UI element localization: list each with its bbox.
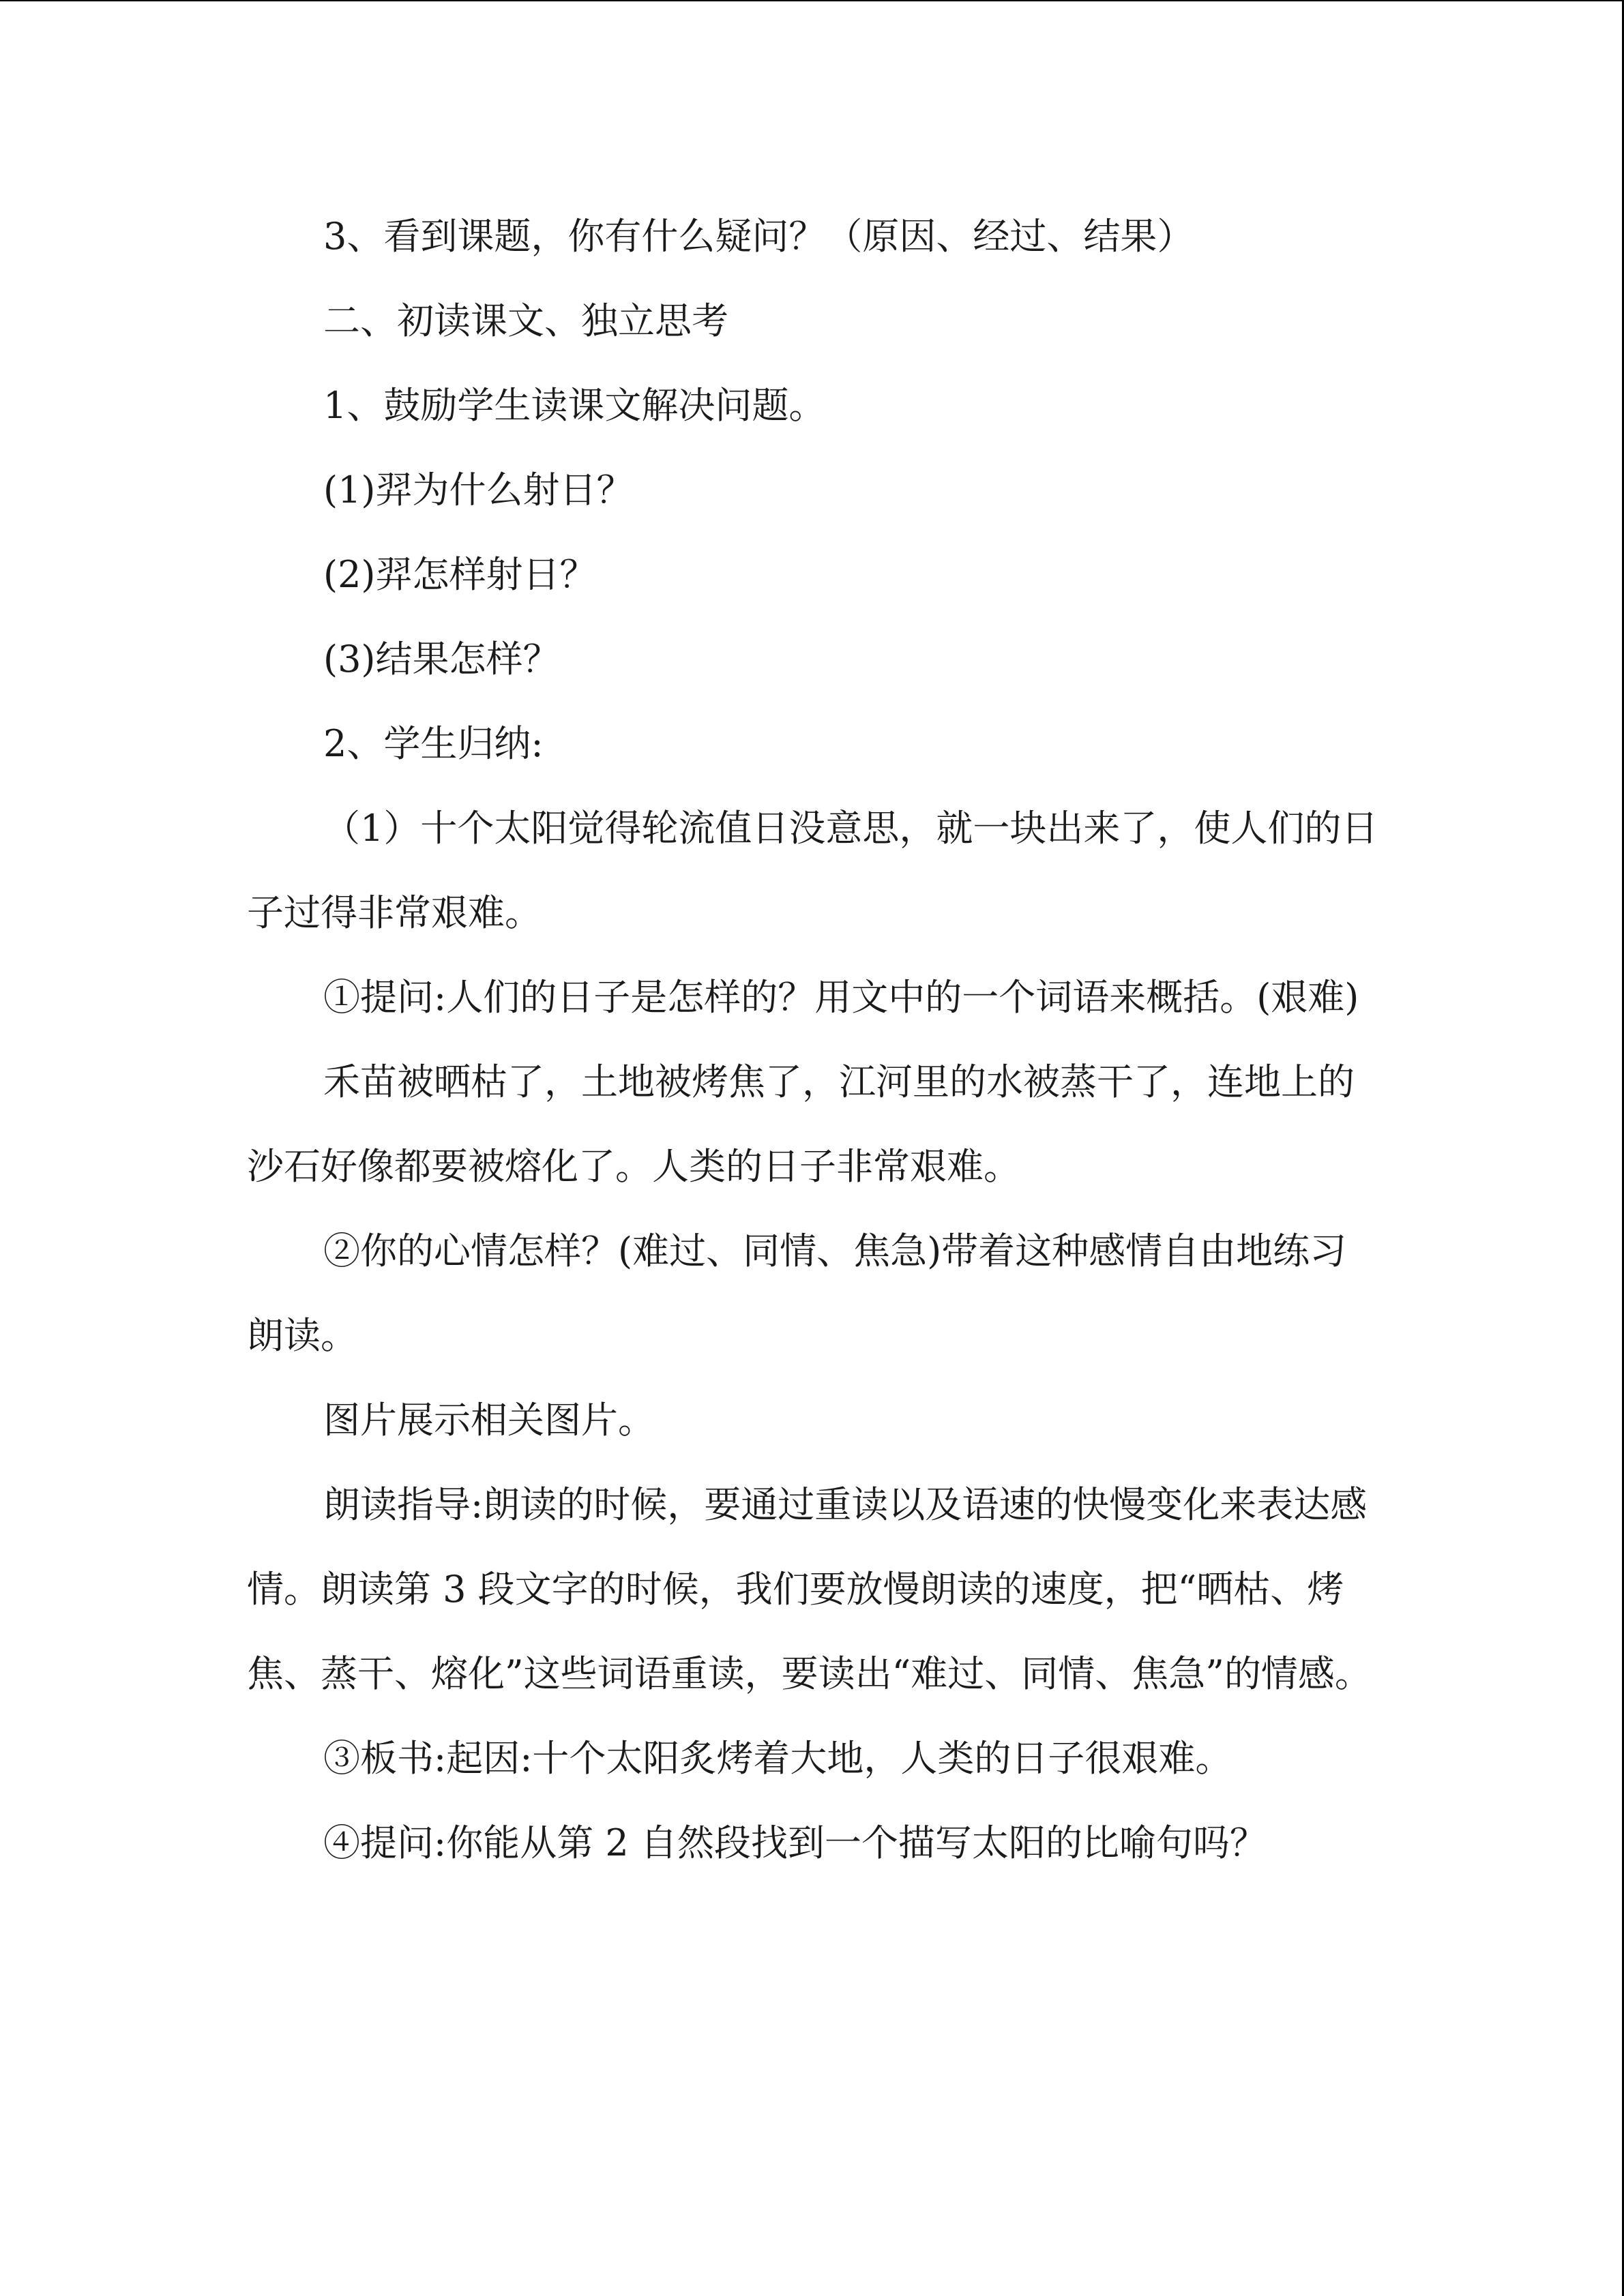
question-item-2: (2)羿怎样射日？ (323, 553, 597, 596)
question-item-1: (1)羿为什么射日？ (323, 468, 634, 511)
summary-point-1: （1）十个太阳觉得轮流值日没意思，就一块出来了，使人们的日子过得非常艰难。 (247, 807, 1378, 934)
paragraph-image-display: 图片展示相关图片。 (323, 1399, 655, 1442)
circled-point-1: ①提问:人们的日子是怎样的？用文中的一个词语来概括。(艰难) (323, 976, 1359, 1019)
paragraph-reading-guidance: 朗读指导:朗读的时候，要通过重读以及语速的快慢变化来表达感情。朗读第 3 段文字的时候，我们要放慢朗读的速度，把“晒枯、烤焦、蒸干、熔化”这些词语重读，要读出“难过、同情、焦急”的情感。 (247, 1483, 1372, 1695)
circled-point-4: ④提问:你能从第 2 自然段找到一个描写太阳的比喻句吗？ (323, 1821, 1267, 1864)
paragraph-question-intro: 3、看到课题，你有什么疑问？（原因、经过、结果） (323, 215, 1194, 258)
section-heading-first-reading: 二、初读课文、独立思考 (323, 299, 728, 342)
document-body (247, 194, 1383, 1885)
paragraph-encourage-reading: 1、鼓励学生读课文解决问题。 (323, 384, 826, 427)
page-top-border (0, 0, 1624, 1)
paragraph-student-summary: 2、学生归纳: (323, 722, 544, 765)
circled-point-3: ③板书:起因:十个太阳炙烤着大地，人类的日子很艰难。 (323, 1737, 1232, 1780)
paragraph-description: 禾苗被晒枯了，土地被烤焦了，江河里的水被蒸干了，连地上的沙石好像都要被熔化了。人类的日子非常艰难。 (247, 1060, 1355, 1188)
question-item-3: (3)结果怎样？ (323, 638, 560, 681)
circled-point-2: ②你的心情怎样？(难过、同情、焦急)带着这种感情自由地练习朗读。 (247, 1229, 1347, 1357)
